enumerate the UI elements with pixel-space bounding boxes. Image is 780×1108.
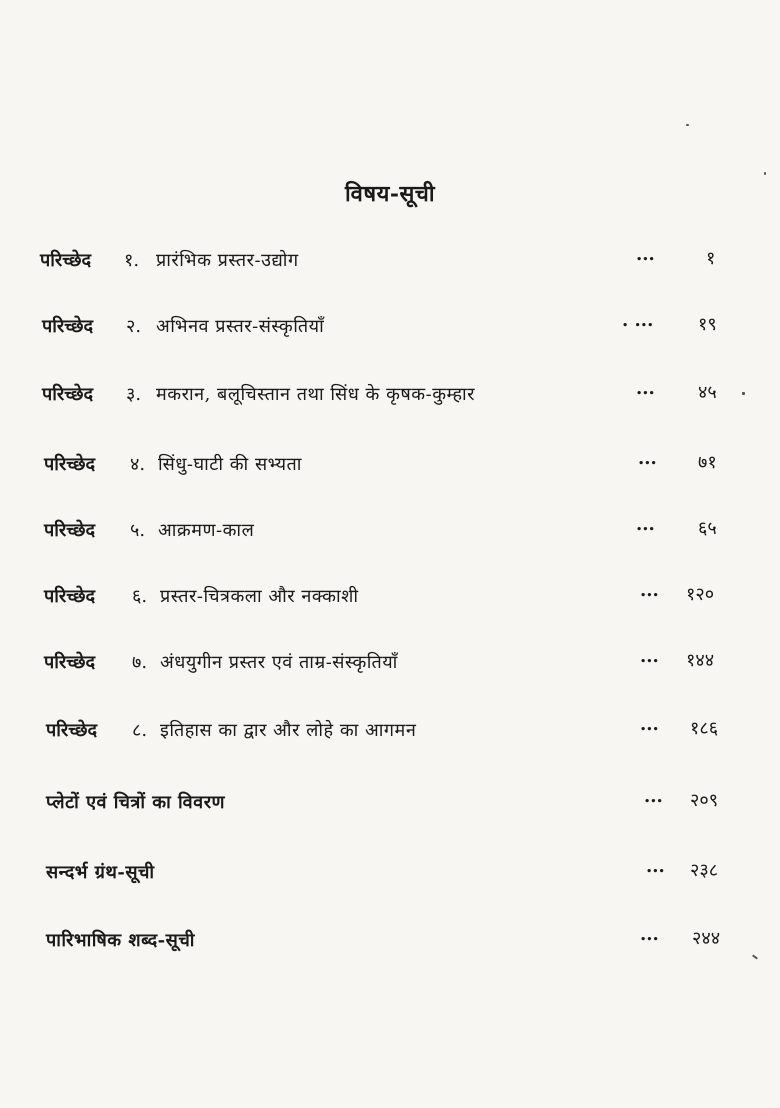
leader-dots: ... [636, 244, 655, 265]
chapter-title: इतिहास का द्वार और लोहे का आगमन [160, 720, 417, 741]
chapter-number: ३. [126, 384, 142, 405]
chapter-number: ७. [132, 652, 148, 673]
section-title: पारिभाषिक शब्द-सूची [46, 930, 195, 951]
leader-dots: ... [640, 714, 659, 735]
section-title: प्लेटों एवं चित्रों का विवरण [46, 792, 226, 813]
page-number: ७१ [698, 452, 717, 473]
leader-dots: ... [636, 514, 655, 535]
chapter-title: प्रस्तर-चित्रकला और नक्काशी [160, 586, 359, 607]
toc-row-chapter-4 [0, 446, 780, 482]
chapter-number: ५. [130, 520, 146, 541]
scan-speck [764, 172, 766, 175]
chapter-title: आक्रमण-काल [158, 520, 255, 541]
page-number: २४४ [692, 928, 721, 949]
page-number: १९ [698, 314, 717, 335]
chapter-word: परिच्छेद [42, 316, 94, 337]
scan-speck [742, 392, 745, 395]
chapter-word: परिच्छेद [40, 250, 92, 271]
page-number: १४४ [686, 650, 715, 671]
chapter-title: सिंधु-घाटी की सभ्यता [158, 454, 302, 475]
page-number: २३८ [690, 860, 719, 881]
chapter-number: ४. [130, 454, 146, 475]
chapter-word: परिच्छेद [44, 586, 96, 607]
chapter-word: परिच्छेद [46, 720, 98, 741]
chapter-number: २. [126, 316, 142, 337]
toc-row-chapter-6 [0, 578, 780, 614]
leader-dots: ... [638, 448, 657, 469]
chapter-number: ६. [132, 586, 148, 607]
page-number: १ [706, 248, 716, 269]
leader-dots: ... [646, 856, 665, 877]
toc-row-chapter-8 [0, 712, 780, 748]
toc-row-chapter-7 [0, 644, 780, 680]
section-title: सन्दर्भ ग्रंथ-सूची [46, 862, 155, 883]
chapter-word: परिच्छेद [44, 454, 96, 475]
chapter-title: प्रारंभिक प्रस्तर-उद्योग [156, 250, 299, 271]
toc-row-chapter-2 [0, 308, 780, 344]
page-title: विषय-सूची [344, 181, 436, 207]
leader-dots: ... [644, 786, 663, 807]
page-number: २०९ [690, 790, 719, 811]
toc-row-chapter-1 [0, 242, 780, 278]
chapter-number: ८. [132, 720, 148, 741]
page-number: ४५ [698, 382, 717, 403]
toc-row-bibliography [0, 854, 780, 890]
chapter-title: मकरान, बलूचिस्तान तथा सिंध के कृषक-कुम्हार [156, 384, 476, 405]
chapter-word: परिच्छेद [44, 652, 96, 673]
leader-dots: . ... [622, 310, 654, 331]
page-number: १२० [686, 584, 715, 605]
toc-row-plates [0, 784, 780, 820]
toc-row-glossary [0, 922, 780, 958]
chapter-word: परिच्छेद [44, 520, 96, 541]
chapter-title: अभिनव प्रस्तर-संस्कृतियाँ [156, 316, 325, 337]
page-number: ६५ [698, 518, 717, 539]
leader-dots: ... [640, 580, 659, 601]
chapter-word: परिच्छेद [42, 384, 94, 405]
leader-dots: ... [640, 924, 659, 945]
chapter-number: १. [124, 250, 140, 271]
chapter-title: अंधयुगीन प्रस्तर एवं ताम्र-संस्कृतियाँ [160, 652, 398, 673]
scan-speck [686, 124, 689, 126]
leader-dots: ... [640, 646, 659, 667]
toc-row-chapter-5 [0, 512, 780, 548]
toc-row-chapter-3 [0, 376, 780, 412]
leader-dots: ... [636, 378, 655, 399]
page-number: १८६ [690, 718, 719, 739]
